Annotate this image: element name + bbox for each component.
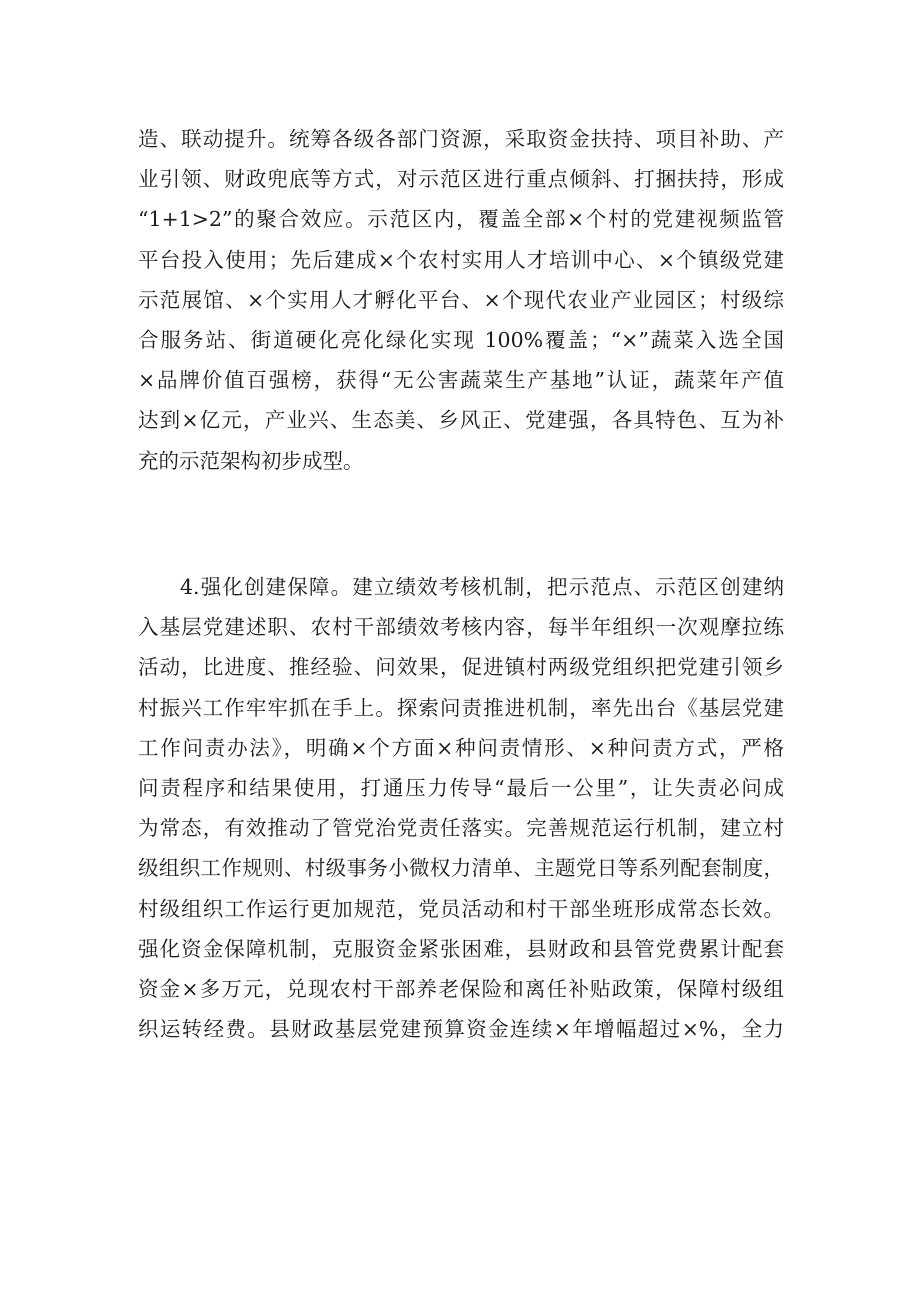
paragraph-line: 村振兴工作牢牢抓在手上。探索问责推进机制，率先出台《基层党建 <box>138 695 784 720</box>
paragraph-line: 示范展馆、×个实用人才孵化平台、×个现代农业产业园区；村级综 <box>138 287 784 312</box>
paragraph-line: 入基层党建述职、农村干部绩效考核内容，每半年组织一次观摩拉练 <box>138 615 784 640</box>
paragraph-line: ×品牌价值百强榜，获得“无公害蔬菜生产基地”认证，蔬菜年产值 <box>138 368 784 393</box>
paragraph-line: 资金×多万元，兑现农村干部养老保险和离任补贴政策，保障村级组 <box>138 976 784 1001</box>
paragraph-line: 强化资金保障机制，克服资金紧张困难，县财政和县管党费累计配套 <box>138 936 784 961</box>
paragraph-line: 问责程序和结果使用，打通压力传导“最后一公里”，让失责必问成 <box>138 775 784 800</box>
paragraph-line: 达到×亿元，产业兴、生态美、乡风正、党建强，各具特色、互为补 <box>138 408 784 433</box>
paragraph-line: 活动，比进度、推经验、问效果，促进镇村两级党组织把党建引领乡 <box>138 655 784 680</box>
paragraph-2 <box>138 567 784 1049</box>
paragraph-line: 业引领、财政兜底等方式，对示范区进行重点倾斜、打捆扶持，形成 <box>138 167 784 192</box>
paragraph-line: 为常态，有效推动了管党治党责任落实。完善规范运行机制，建立村 <box>138 816 784 841</box>
paragraph-line: 造、联动提升。统筹各级各部门资源，采取资金扶持、项目补助、产 <box>138 127 784 151</box>
paragraph-line: “1+1>2”的聚合效应。示范区内，覆盖全部×个村的党建视频监管 <box>138 207 784 232</box>
paragraph-1 <box>138 119 784 481</box>
paragraph-line: 平台投入使用；先后建成×个农村实用人才培训中心、×个镇级党建 <box>138 247 784 272</box>
paragraph-line: 充的示范架构初步成型。 <box>138 448 364 473</box>
paragraph-line: 工作问责办法》，明确×个方面×种问责情形、×种问责方式，严格 <box>138 735 784 760</box>
paragraph-line: 织运转经费。县财政基层党建预算资金连续×年增幅超过×%，全力 <box>138 1017 784 1042</box>
paragraph-line: 4.强化创建保障。建立绩效考核机制，把示范点、示范区创建纳 <box>180 575 784 599</box>
paragraph-line: 级组织工作规则、村级事务小微权力清单、主题党日等系列配套制度， <box>138 856 784 881</box>
paragraph-line: 合服务站、街道硬化亮化绿化实现 100%覆盖；“×”蔬菜入选全国 <box>138 327 784 352</box>
paragraph-line: 村级组织工作运行更加规范，党员活动和村干部坐班形成常态长效。 <box>138 896 784 921</box>
